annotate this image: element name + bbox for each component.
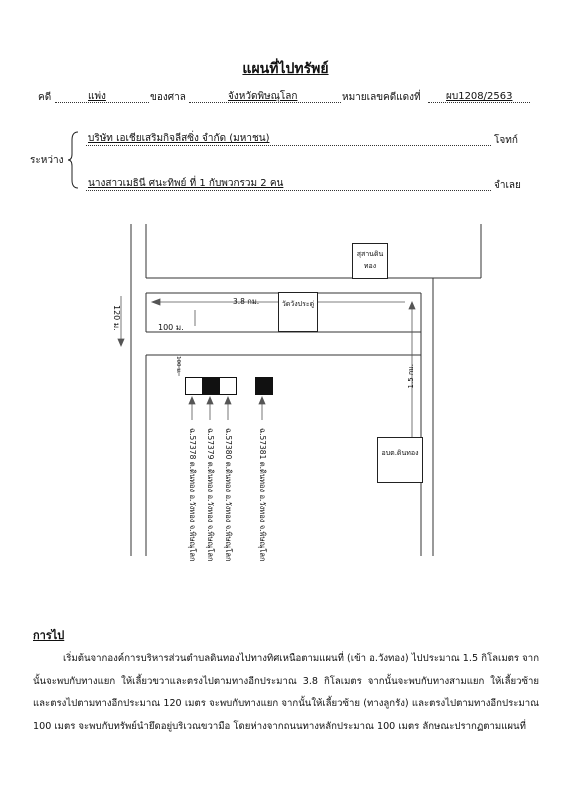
defendant-label: จำเลย <box>494 180 521 191</box>
temple-label: วัดวังประดู่ <box>281 300 315 308</box>
directions-body <box>33 648 539 738</box>
crematorium-box <box>352 243 388 279</box>
defendant-name: นางสาวเมธินี ศนะทิพย์ ที่ 1 กับพวกรวม 2 คน <box>88 178 284 189</box>
case-value: แพ่ง <box>88 91 106 102</box>
directions-heading: การไป <box>33 629 65 642</box>
page-title: แผนที่ไปทรัพย์ <box>242 61 329 77</box>
plot-caption-57379: ฉ.57379 ต.ดินทอง อ.วังทอง จ.พิษณุโลก <box>206 428 215 562</box>
distance-100-m-small: 100 ม. <box>175 356 181 374</box>
temple-box <box>278 292 318 332</box>
red-number-label: หมายเลขคดีแดงที่ <box>342 92 421 103</box>
plaintiff-label: โจทก์ <box>494 135 518 146</box>
plot-57380 <box>219 377 237 395</box>
court-value: จังหวัดพิษณุโลก <box>228 91 298 102</box>
distance-3-8-km: 3.8 กม. <box>233 297 260 306</box>
plot-57378 <box>185 377 203 395</box>
plot-caption-57381: ฉ.57381 ต.ดินทอง อ.วังทอง จ.พิษณุโลก <box>258 428 267 562</box>
sao-office-label: อบต.ดินทอง <box>381 449 419 457</box>
directions-text: เริ่มต้นจากองค์การบริหารส่วนตำบลดินทองไปทางทิศเหนือตามแผนที่ (เข้า อ.วังทอง) ไปประมาณ 1.5 กิโลเมตร จากนั้นจะพบกับทางแยก ให้เลี้ยวขวาและตรงไปตามทางอีกประมาณ 3.8 กิโลเมตร จากนั้นจะพบกับทางสามแยก ให้เลี้ยวซ้ายและตรงไปตามทางอีกประมาณ 120 เมตร จะพบกับทางแยก จากนั้นให้เลี้ยวซ้าย (ทางลูกรัง) และตรงไปตามทางอีกประมาณ 100 เมตร จะพบกับทรัพย์นำยึดอยู่บริเวณขวามือ โดยห่างจากถนนทางหลักประมาณ 100 เมตร ลักษณะปรากฏตามแผนที่ <box>33 653 539 732</box>
case-label: คดี <box>38 92 52 103</box>
court-label: ของศาล <box>150 92 186 103</box>
plaintiff-name: บริษัท เอเชียเสริมกิจลีสซิ่ง จำกัด (มหาชน) <box>88 133 270 144</box>
plot-57379 <box>202 377 220 395</box>
distance-1-5-km: 1.5 กม. <box>407 364 415 389</box>
red-number-value: ผบ1208/2563 <box>446 91 513 102</box>
sao-office-box <box>377 437 423 483</box>
plot-caption-57380: ฉ.57380 ต.ดินทอง อ.วังทอง จ.พิษณุโลก <box>224 428 233 562</box>
plot-caption-57378: ฉ.57378 ต.ดินทอง อ.วังทอง จ.พิษณุโลก <box>188 428 197 562</box>
distance-120-m: 120 ม. <box>112 305 121 331</box>
between-label: ระหว่าง <box>30 155 64 166</box>
plot-57381 <box>255 377 273 395</box>
crematorium-label: สุสานดินทอง <box>356 250 384 270</box>
distance-100-m: 100 ม. <box>158 323 184 332</box>
